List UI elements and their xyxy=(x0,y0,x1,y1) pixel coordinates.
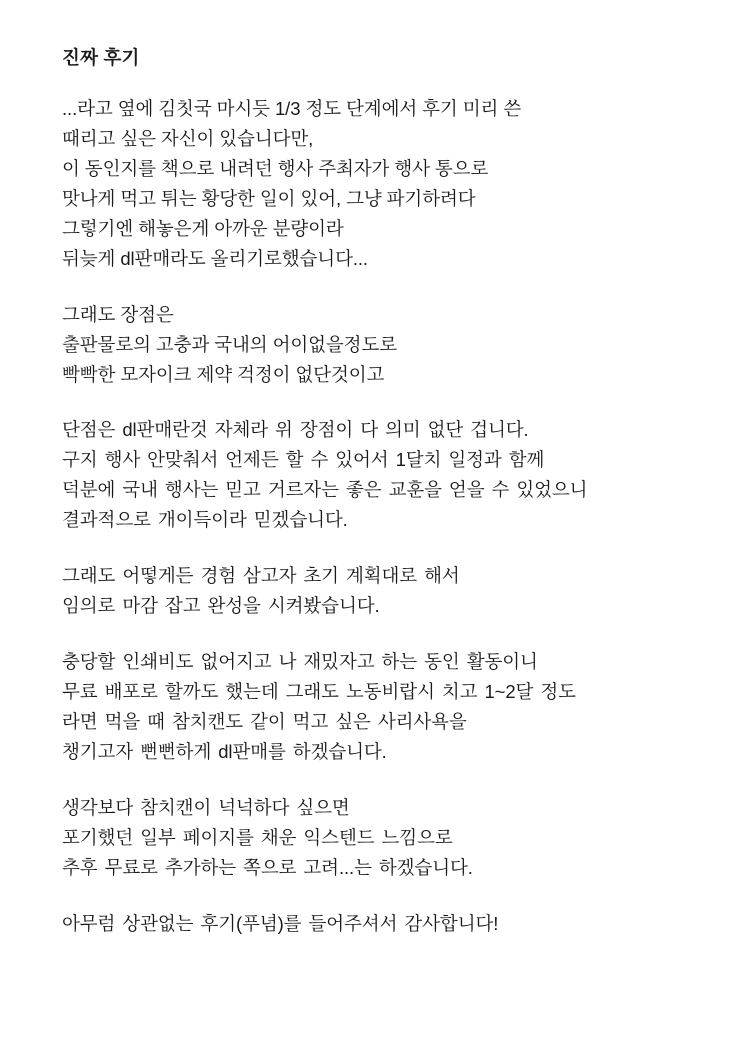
text-line: 그래도 어떻게든 경험 삼고자 초기 계획대로 해서 xyxy=(62,565,460,587)
text-line: 포기했던 일부 페이지를 채운 익스텐드 느낌으로 xyxy=(62,827,453,849)
text-line: 단점은 dl판매란것 자체라 위 장점이 다 의미 없단 겁니다. xyxy=(62,419,529,441)
text-line: 아무럼 상관없는 후기(푸념)를 들어주셔서 감사합니다! xyxy=(62,913,499,935)
document-body xyxy=(62,94,676,939)
text-line: 뒤늦게 dl판매라도 올리기로했습니다... xyxy=(62,247,368,269)
text-line: 출판물로의 고충과 국내의 어이없을정도로 xyxy=(62,333,397,355)
text-line: ...라고 옆에 김칫국 마시듯 1/3 정도 단계에서 후기 미리 쓴 xyxy=(62,97,522,119)
paragraph-thanks xyxy=(62,909,676,939)
paragraph-merits xyxy=(62,300,676,390)
paragraph-experience xyxy=(62,561,676,621)
text-line: 생각보다 참치캔이 넉넉하다 싶으면 xyxy=(62,797,350,819)
text-line: 라면 먹을 때 참치캔도 같이 먹고 싶은 사리사욕을 xyxy=(62,711,467,733)
text-line: 때리고 싶은 자신이 있습니다만, xyxy=(62,127,314,149)
paragraph-intro xyxy=(62,94,676,274)
text-line: 이 동인지를 책으로 내려던 행사 주최자가 행사 통으로 xyxy=(62,157,489,179)
text-line: 임의로 마감 잡고 완성을 시켜봤습니다. xyxy=(62,595,380,617)
paragraph-pricing xyxy=(62,647,676,767)
text-line: 충당할 인쇄비도 없어지고 나 재밌자고 하는 동인 활동이니 xyxy=(62,651,538,673)
paragraph-demerits xyxy=(62,415,676,535)
text-line: 빡빡한 모자이크 제약 걱정이 없단것이고 xyxy=(62,363,385,385)
page-title: 진짜 후기 xyxy=(62,47,140,68)
text-line: 챙기고자 뻔뻔하게 dl판매를 하겠습니다. xyxy=(62,741,387,763)
text-line: 구지 행사 안맞춰서 언제든 할 수 있어서 1달치 일정과 함께 xyxy=(62,449,545,471)
text-line: 무료 배포로 할까도 했는데 그래도 노동비랍시 치고 1~2달 정도 xyxy=(62,681,576,703)
text-line: 맛나게 먹고 튀는 황당한 일이 있어, 그냥 파기하려다 xyxy=(62,187,476,209)
text-line: 덕분에 국내 행사는 믿고 거르자는 좋은 교훈을 얻을 수 있었으니 xyxy=(62,479,588,501)
text-line: 그렇기엔 해놓은게 아까운 분량이라 xyxy=(62,217,344,239)
text-line: 결과적으로 개이득이라 믿겠습니다. xyxy=(62,509,348,531)
text-line: 그래도 장점은 xyxy=(62,303,174,325)
paragraph-extended xyxy=(62,793,676,883)
text-line: 추후 무료로 추가하는 쪽으로 고려...는 하겠습니다. xyxy=(62,857,473,879)
